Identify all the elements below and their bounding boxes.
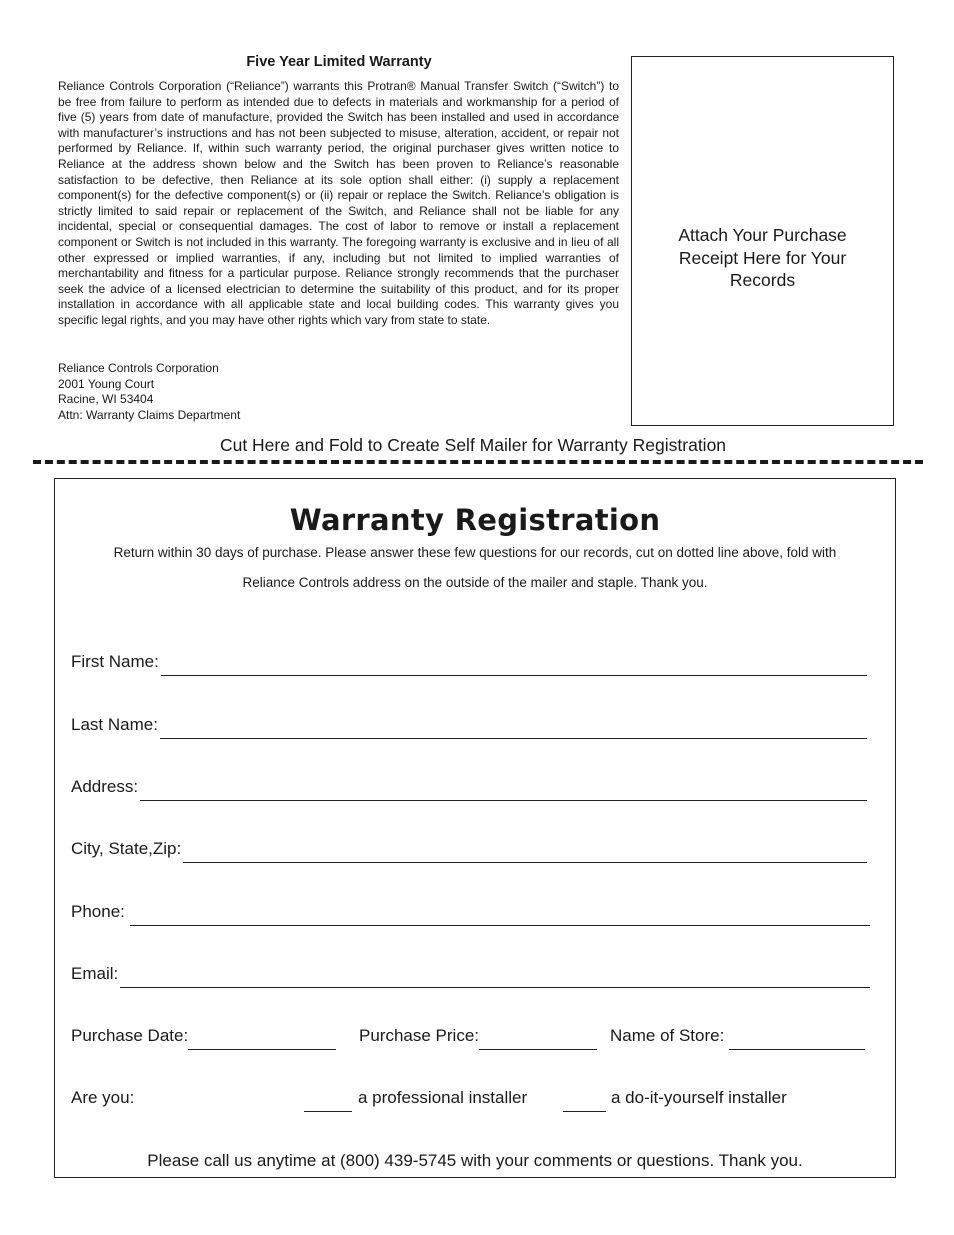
- cut-here-caption: [0, 435, 954, 456]
- city-state-zip-field[interactable]: [71, 839, 867, 859]
- email-line[interactable]: [120, 986, 870, 988]
- purchase-date-line[interactable]: [188, 1048, 336, 1050]
- address-line[interactable]: [140, 799, 867, 801]
- store-name-label: Name of Store:: [610, 1026, 725, 1045]
- phone-label: Phone:: [71, 902, 125, 921]
- purchase-price-label: Purchase Price:: [359, 1026, 479, 1045]
- phone-line[interactable]: [130, 924, 870, 926]
- professional-installer-option[interactable]: [304, 1088, 527, 1108]
- city-state-zip-label: City, State,Zip:: [71, 839, 182, 858]
- warranty-address: [58, 361, 240, 423]
- first-name-label: First Name:: [71, 652, 159, 671]
- warranty-title: Five Year Limited Warranty: [246, 54, 432, 70]
- purchase-price-line[interactable]: [479, 1048, 597, 1050]
- email-field[interactable]: [71, 964, 870, 984]
- city-state-zip-line[interactable]: [183, 861, 867, 863]
- last-name-field[interactable]: [71, 715, 867, 735]
- diy-installer-label: a do-it-yourself installer: [611, 1088, 787, 1107]
- first-name-field[interactable]: [71, 652, 867, 672]
- registration-instructions-line2: Reliance Controls address on the outside of the mailer and staple. Thank you.: [242, 575, 708, 590]
- purchase-date-label: Purchase Date:: [71, 1026, 189, 1045]
- warranty-body-text: Reliance Controls Corporation (“Reliance”) warrants this Protran® Manual Transfer Switch (“Switch”) to be free from failure to perform as intended due to defects in materials and workmanship for a period of five (5) years from date of manufacture, provided the Switch has been installed and used in accordance with manufacturer’s instructions and has not been subjected to misuse, alteration, accident, or repair not performed by Reliance. If, within such warranty period, the original purchaser gives written notice to Reliance at the address shown below and the Switch has been proven to Reliance’s reasonable satisfaction to be defective, then Reliance at its sole option shall either: (i) supply a replacement component(s) for the defective component(s) or (ii) repair or replace the Switch. Reliance’s obligation is strictly limited to said repair or replacement of the Switch, and Reliance shall not be liable for any incidental, special or consequential damages. The cost of labor to remove or install a replacement component or Switch is not included in this warranty. The foregoing warranty is exclusive and in lieu of all other expressed or implied warranties, if any, including but not limited to implied warranties of merchantability and fitness for a particular purpose. Reliance strongly recommends that the purchaser seek the advice of a licensed electrician to determine the suitability of this product, and for its proper installation in accordance with all applicable state and local building codes. This warranty gives you specific legal rights, and you may have other rights which vary from state to state.: [58, 79, 619, 327]
- professional-installer-blank[interactable]: [304, 1110, 352, 1112]
- warranty-registration-form: [54, 478, 896, 1178]
- installer-type-row: [71, 1088, 881, 1112]
- address-field[interactable]: [71, 777, 867, 797]
- registration-title: Warranty Registration: [289, 503, 661, 537]
- contact-footer: Please call us anytime at (800) 439-5745 with your comments or questions. Thank you.: [147, 1151, 803, 1170]
- cut-here-text: Cut Here and Fold to Create Self Mailer for Warranty Registration: [219, 435, 727, 455]
- receipt-attach-box: [631, 56, 894, 426]
- address-city: Racine, WI 53404: [58, 392, 154, 406]
- purchase-info-row: [71, 1026, 881, 1050]
- address-label: Address:: [71, 777, 139, 796]
- receipt-box-text: Attach Your Purchase Receipt Here for Your Records: [678, 225, 847, 290]
- store-name-field[interactable]: [610, 1026, 865, 1046]
- purchase-date-field[interactable]: [71, 1026, 336, 1046]
- professional-installer-label: a professional installer: [358, 1088, 528, 1107]
- purchase-price-field[interactable]: [359, 1026, 597, 1046]
- phone-field[interactable]: [71, 902, 870, 922]
- are-you-label: Are you:: [71, 1088, 135, 1107]
- diy-installer-option[interactable]: [563, 1088, 787, 1108]
- last-name-line[interactable]: [160, 737, 867, 739]
- address-company: Reliance Controls Corporation: [58, 361, 219, 375]
- email-label: Email:: [71, 964, 119, 983]
- dashed-cut-line: [33, 460, 923, 464]
- first-name-line[interactable]: [161, 674, 867, 676]
- last-name-label: Last Name:: [71, 715, 158, 734]
- diy-installer-blank[interactable]: [563, 1110, 606, 1112]
- store-name-line[interactable]: [729, 1048, 865, 1050]
- address-street: 2001 Young Court: [58, 376, 155, 391]
- registration-instructions-line1: Return within 30 days of purchase. Please answer these few questions for our records, cut on dotted line above, fold with: [113, 545, 837, 560]
- address-attn: Attn: Warranty Claims Department: [58, 407, 241, 422]
